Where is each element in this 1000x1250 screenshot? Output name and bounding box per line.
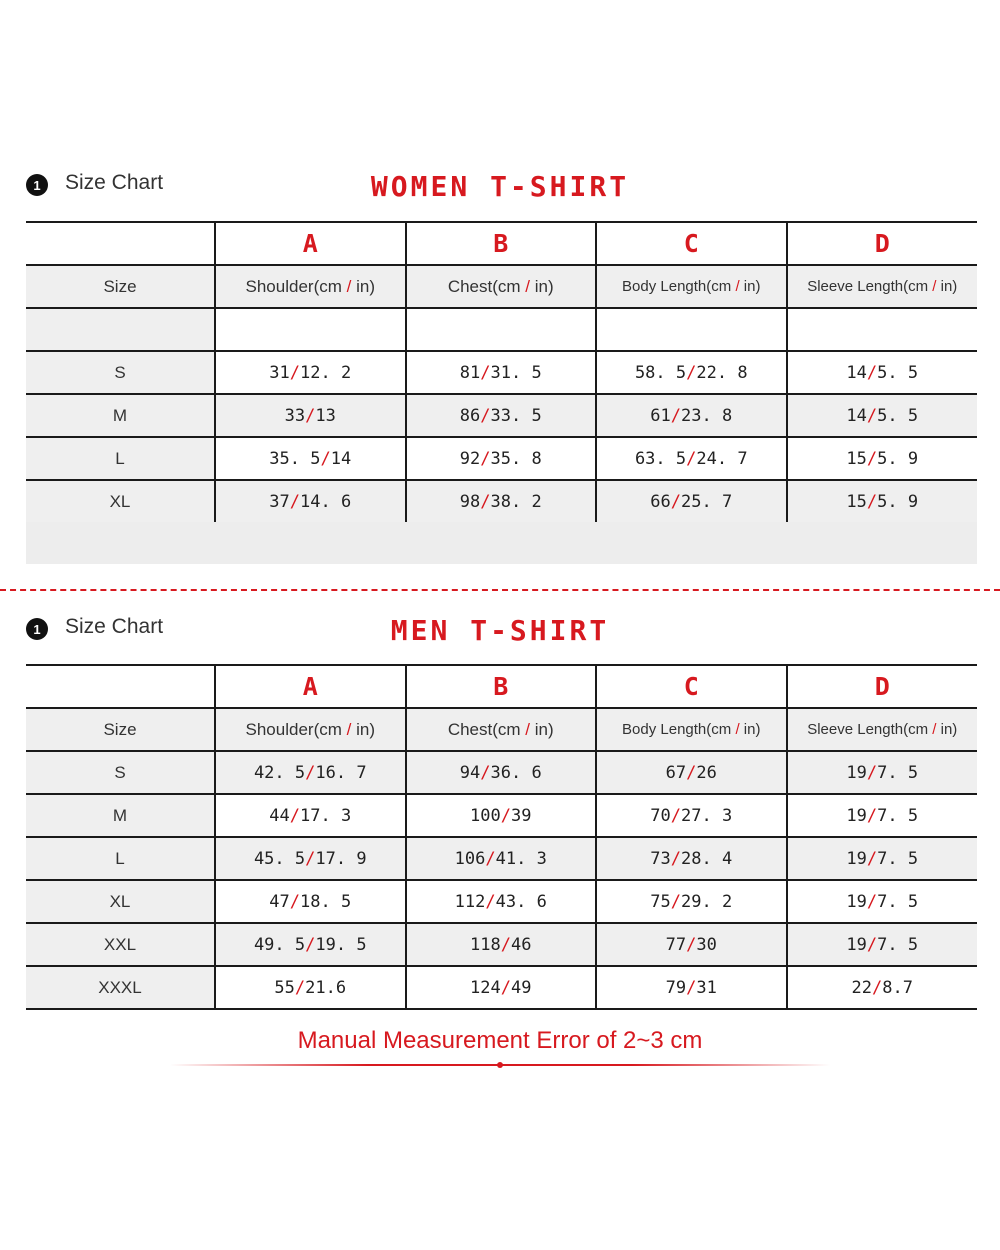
cm-value: 98 — [459, 491, 481, 512]
column-header-separator: / — [735, 278, 740, 295]
table-row — [26, 837, 977, 880]
inch-value: 14. 6 — [300, 491, 352, 512]
inch-value: 5. 5 — [877, 405, 919, 426]
cm-value: 19 — [846, 934, 867, 955]
value-separator: / — [480, 448, 491, 469]
blank-cell — [787, 308, 978, 351]
shoulder-cell — [215, 923, 406, 966]
cm-value: 22 — [851, 977, 872, 998]
column-letter-text: A — [302, 672, 318, 701]
body-length-cell — [596, 923, 787, 966]
size-cell — [26, 966, 215, 1009]
table-row — [26, 966, 977, 1009]
inch-value: 13 — [315, 405, 336, 426]
sleeve-length-cell — [787, 437, 978, 480]
cm-value: 66 — [650, 491, 671, 512]
size-value: L — [115, 848, 125, 868]
size-cell — [26, 794, 215, 837]
value-separator: / — [670, 491, 682, 512]
size-cell — [26, 394, 215, 437]
cm-value: 35. 5 — [269, 448, 321, 469]
size-chart-label: Size Chart — [65, 615, 164, 638]
cm-value: 49. 5 — [253, 934, 306, 955]
column-header-name: Sleeve Length(cm — [807, 721, 933, 738]
inch-value: 7. 5 — [877, 848, 919, 869]
blank-row — [26, 308, 977, 351]
inch-value: 14 — [330, 448, 352, 469]
inch-value: 7. 5 — [877, 805, 919, 826]
value-separator: / — [480, 405, 491, 426]
inch-value: 29. 2 — [681, 891, 733, 912]
men-title: MEN T-SHIRT — [390, 614, 610, 647]
value-separator: / — [289, 805, 301, 826]
inch-value: 18. 5 — [300, 891, 352, 912]
cm-value: 94 — [459, 762, 481, 783]
size-value: S — [114, 362, 126, 382]
cm-value: 100 — [470, 805, 501, 826]
cm-value: 15 — [846, 491, 867, 512]
blank-cell — [26, 308, 215, 351]
table-row — [26, 923, 977, 966]
section-divider — [0, 589, 1000, 591]
chest-cell — [406, 351, 597, 394]
body-length-cell — [596, 794, 787, 837]
size-cell — [26, 837, 215, 880]
body-length-cell — [596, 837, 787, 880]
shoulder-cell — [215, 480, 406, 523]
body-length-cell — [596, 351, 787, 394]
column-header-unit: in) — [936, 278, 958, 295]
inch-value: 43. 6 — [495, 891, 547, 912]
sleeve-length-cell — [787, 351, 978, 394]
chest-cell — [406, 880, 597, 923]
value-separator: / — [320, 448, 331, 469]
cm-value: 75 — [650, 891, 671, 912]
inch-value: 21.6 — [305, 977, 347, 998]
table-row — [26, 394, 977, 437]
size-value: L — [115, 448, 125, 468]
value-separator: / — [670, 891, 682, 912]
table-row — [26, 351, 977, 394]
value-separator: / — [866, 448, 878, 469]
value-separator: / — [866, 405, 878, 426]
column-letter — [596, 222, 787, 265]
cm-value: 86 — [459, 405, 481, 426]
column-header — [215, 265, 406, 308]
value-separator: / — [500, 805, 511, 826]
value-separator: / — [305, 762, 316, 783]
inch-value: 33. 5 — [490, 405, 542, 426]
chest-cell — [406, 751, 597, 794]
value-separator: / — [866, 805, 878, 826]
inch-value: 7. 5 — [877, 891, 919, 912]
value-separator: / — [480, 762, 491, 783]
inch-value: 46 — [510, 934, 532, 955]
column-header-separator: / — [346, 276, 352, 296]
column-letter — [787, 665, 978, 708]
size-header-text: Size — [103, 276, 137, 296]
column-letter — [406, 222, 597, 265]
column-header-name: Body Length(cm — [622, 721, 736, 738]
sleeve-length-cell — [787, 966, 978, 1009]
value-separator: / — [872, 977, 883, 998]
cm-value: 33 — [284, 405, 306, 426]
cm-value: 81 — [459, 362, 481, 383]
value-separator: / — [289, 891, 301, 912]
measurement-note: Manual Measurement Error of 2~3 cm — [297, 1027, 703, 1054]
column-letter-row — [26, 222, 977, 265]
size-chart-label: Size Chart — [65, 171, 164, 194]
shoulder-cell — [215, 394, 406, 437]
women-section-header — [0, 160, 1000, 210]
size-value: XXXL — [98, 977, 142, 997]
inch-value: 12. 2 — [300, 362, 352, 383]
chest-cell — [406, 923, 597, 966]
column-header-unit: in) — [936, 721, 958, 738]
column-header — [596, 265, 787, 308]
cm-value: 14 — [846, 362, 867, 383]
size-header — [26, 708, 215, 751]
column-header — [596, 708, 787, 751]
inch-value: 38. 2 — [490, 491, 542, 512]
column-header-separator: / — [346, 719, 352, 739]
value-separator: / — [305, 405, 316, 426]
column-letter-text: A — [302, 229, 318, 258]
inch-value: 19. 5 — [315, 934, 367, 955]
value-separator: / — [866, 362, 878, 383]
cm-value: 61 — [650, 405, 671, 426]
inch-value: 17. 3 — [300, 805, 352, 826]
column-header-separator: / — [932, 721, 937, 738]
cm-value: 31 — [269, 362, 290, 383]
chest-cell — [406, 794, 597, 837]
cm-value: 19 — [846, 891, 867, 912]
inch-value: 16. 7 — [315, 762, 367, 783]
size-value: S — [114, 762, 126, 782]
value-separator: / — [866, 891, 878, 912]
column-header-separator: / — [525, 719, 531, 739]
cm-value: 112 — [454, 891, 486, 912]
sleeve-length-cell — [787, 751, 978, 794]
shoulder-cell — [215, 794, 406, 837]
column-letter-row — [26, 665, 977, 708]
value-separator: / — [480, 491, 491, 512]
cm-value: 42. 5 — [253, 762, 306, 783]
table-row — [26, 751, 977, 794]
value-separator: / — [670, 405, 682, 426]
value-separator: / — [686, 362, 697, 383]
value-separator: / — [305, 848, 316, 869]
value-separator: / — [500, 977, 511, 998]
inch-value: 7. 5 — [877, 934, 919, 955]
value-separator: / — [866, 491, 878, 512]
column-header-separator: / — [525, 276, 531, 296]
column-header — [787, 265, 978, 308]
column-letter — [787, 222, 978, 265]
inch-value: 5. 5 — [877, 362, 919, 383]
men-size-table — [26, 664, 977, 1010]
blank-cell — [215, 308, 406, 351]
size-cell — [26, 751, 215, 794]
column-letter-text: D — [874, 672, 890, 701]
size-value: XXL — [103, 934, 137, 954]
inch-value: 24. 7 — [696, 448, 748, 469]
cm-value: 118 — [470, 934, 501, 955]
column-letter — [215, 665, 406, 708]
inch-value: 22. 8 — [696, 362, 748, 383]
cm-value: 70 — [650, 805, 671, 826]
blank-cell — [596, 308, 787, 351]
column-header-unit: in) — [530, 719, 554, 739]
sleeve-length-cell — [787, 480, 978, 523]
size-cell — [26, 351, 215, 394]
size-header — [26, 265, 215, 308]
shoulder-cell — [215, 837, 406, 880]
blank-cell — [406, 308, 597, 351]
column-header-name: Body Length(cm — [622, 278, 736, 295]
cm-value: 15 — [846, 448, 867, 469]
table-row — [26, 880, 977, 923]
column-header-unit: in) — [351, 276, 375, 296]
header-row — [26, 265, 977, 308]
size-cell — [26, 480, 215, 523]
body-length-cell — [596, 751, 787, 794]
table-row — [26, 794, 977, 837]
value-separator: / — [686, 977, 697, 998]
size-value: XL — [109, 891, 131, 911]
value-separator: / — [670, 848, 682, 869]
value-separator: / — [686, 934, 697, 955]
cm-value: 77 — [665, 934, 687, 955]
cm-value: 37 — [269, 491, 290, 512]
sleeve-length-cell — [787, 394, 978, 437]
sleeve-length-cell — [787, 794, 978, 837]
cm-value: 14 — [846, 405, 867, 426]
shoulder-cell — [215, 751, 406, 794]
cm-value: 45. 5 — [253, 848, 306, 869]
inch-value: 39 — [510, 805, 532, 826]
column-header-name: Sleeve Length(cm — [807, 278, 933, 295]
size-value: XL — [109, 491, 131, 511]
chest-cell — [406, 966, 597, 1009]
column-letter-text: C — [683, 229, 699, 258]
body-length-cell — [596, 880, 787, 923]
table-row — [26, 480, 977, 523]
size-value: M — [112, 805, 128, 825]
body-length-cell — [596, 966, 787, 1009]
cm-value: 79 — [665, 977, 687, 998]
body-length-cell — [596, 394, 787, 437]
value-separator: / — [686, 762, 697, 783]
women-table-footer — [26, 522, 977, 564]
column-header-unit: in) — [739, 721, 761, 738]
column-letter-text: C — [683, 672, 699, 701]
column-header-name: Chest(cm — [447, 719, 526, 739]
cm-value: 19 — [846, 848, 867, 869]
chest-cell — [406, 480, 597, 523]
cm-value: 47 — [269, 891, 290, 912]
inch-value: 8.7 — [882, 977, 913, 998]
men-section-header — [0, 604, 1000, 654]
column-header — [215, 708, 406, 751]
cm-value: 63. 5 — [634, 448, 687, 469]
inch-value: 36. 6 — [490, 762, 542, 783]
sleeve-length-cell — [787, 923, 978, 966]
column-header-name: Chest(cm — [447, 276, 526, 296]
size-cell — [26, 437, 215, 480]
shoulder-cell — [215, 966, 406, 1009]
column-letter — [596, 665, 787, 708]
value-separator: / — [670, 805, 682, 826]
column-header-name: Shoulder(cm — [245, 719, 347, 739]
cm-value: 58. 5 — [634, 362, 687, 383]
cm-value: 19 — [846, 762, 867, 783]
header-row — [26, 708, 977, 751]
value-separator: / — [485, 891, 496, 912]
chest-cell — [406, 394, 597, 437]
blank-corner-cell — [26, 222, 215, 265]
column-letter-text: D — [874, 229, 890, 258]
cm-value: 92 — [459, 448, 481, 469]
column-letter — [215, 222, 406, 265]
column-header — [787, 708, 978, 751]
inch-value: 26 — [696, 762, 717, 783]
size-cell — [26, 923, 215, 966]
body-length-cell — [596, 480, 787, 523]
note-underline-dot — [497, 1062, 503, 1068]
inch-value: 49 — [510, 977, 532, 998]
value-separator: / — [289, 491, 301, 512]
shoulder-cell — [215, 880, 406, 923]
inch-value: 31 — [696, 977, 717, 998]
inch-value: 17. 9 — [315, 848, 367, 869]
blank-corner-cell — [26, 665, 215, 708]
value-separator: / — [500, 934, 511, 955]
step-number-badge: 1 — [26, 618, 48, 640]
shoulder-cell — [215, 351, 406, 394]
inch-value: 30 — [696, 934, 717, 955]
value-separator: / — [480, 362, 491, 383]
column-header — [406, 265, 597, 308]
value-separator: / — [294, 977, 306, 998]
chest-cell — [406, 837, 597, 880]
step-number-badge: 1 — [26, 174, 48, 196]
column-header — [406, 708, 597, 751]
inch-value: 28. 4 — [681, 848, 733, 869]
value-separator: / — [866, 762, 878, 783]
cm-value: 67 — [665, 762, 687, 783]
value-separator: / — [305, 934, 316, 955]
column-header-separator: / — [735, 721, 740, 738]
inch-value: 23. 8 — [681, 405, 733, 426]
body-length-cell — [596, 437, 787, 480]
size-value: M — [112, 405, 128, 425]
column-header-name: Shoulder(cm — [245, 276, 347, 296]
women-title: WOMEN T-SHIRT — [370, 170, 630, 203]
value-separator: / — [289, 362, 301, 383]
women-size-table — [26, 221, 977, 524]
column-header-unit: in) — [530, 276, 554, 296]
value-separator: / — [866, 848, 878, 869]
value-separator: / — [686, 448, 697, 469]
inch-value: 5. 9 — [877, 448, 919, 469]
inch-value: 41. 3 — [495, 848, 547, 869]
cm-value: 19 — [846, 805, 867, 826]
sleeve-length-cell — [787, 837, 978, 880]
cm-value: 44 — [269, 805, 290, 826]
inch-value: 5. 9 — [877, 491, 919, 512]
size-cell — [26, 880, 215, 923]
inch-value: 27. 3 — [681, 805, 733, 826]
column-header-unit: in) — [739, 278, 761, 295]
column-header-separator: / — [932, 278, 937, 295]
inch-value: 31. 5 — [490, 362, 542, 383]
table-row — [26, 437, 977, 480]
chest-cell — [406, 437, 597, 480]
sleeve-length-cell — [787, 880, 978, 923]
cm-value: 73 — [650, 848, 671, 869]
inch-value: 7. 5 — [877, 762, 919, 783]
value-separator: / — [866, 934, 878, 955]
shoulder-cell — [215, 437, 406, 480]
inch-value: 35. 8 — [490, 448, 542, 469]
column-letter — [406, 665, 597, 708]
cm-value: 124 — [470, 977, 501, 998]
cm-value: 55 — [274, 977, 295, 998]
column-letter-text: B — [493, 672, 509, 701]
column-letter-text: B — [493, 229, 509, 258]
value-separator: / — [485, 848, 496, 869]
column-header-unit: in) — [351, 719, 375, 739]
size-header-text: Size — [103, 719, 137, 739]
cm-value: 106 — [454, 848, 486, 869]
inch-value: 25. 7 — [681, 491, 733, 512]
